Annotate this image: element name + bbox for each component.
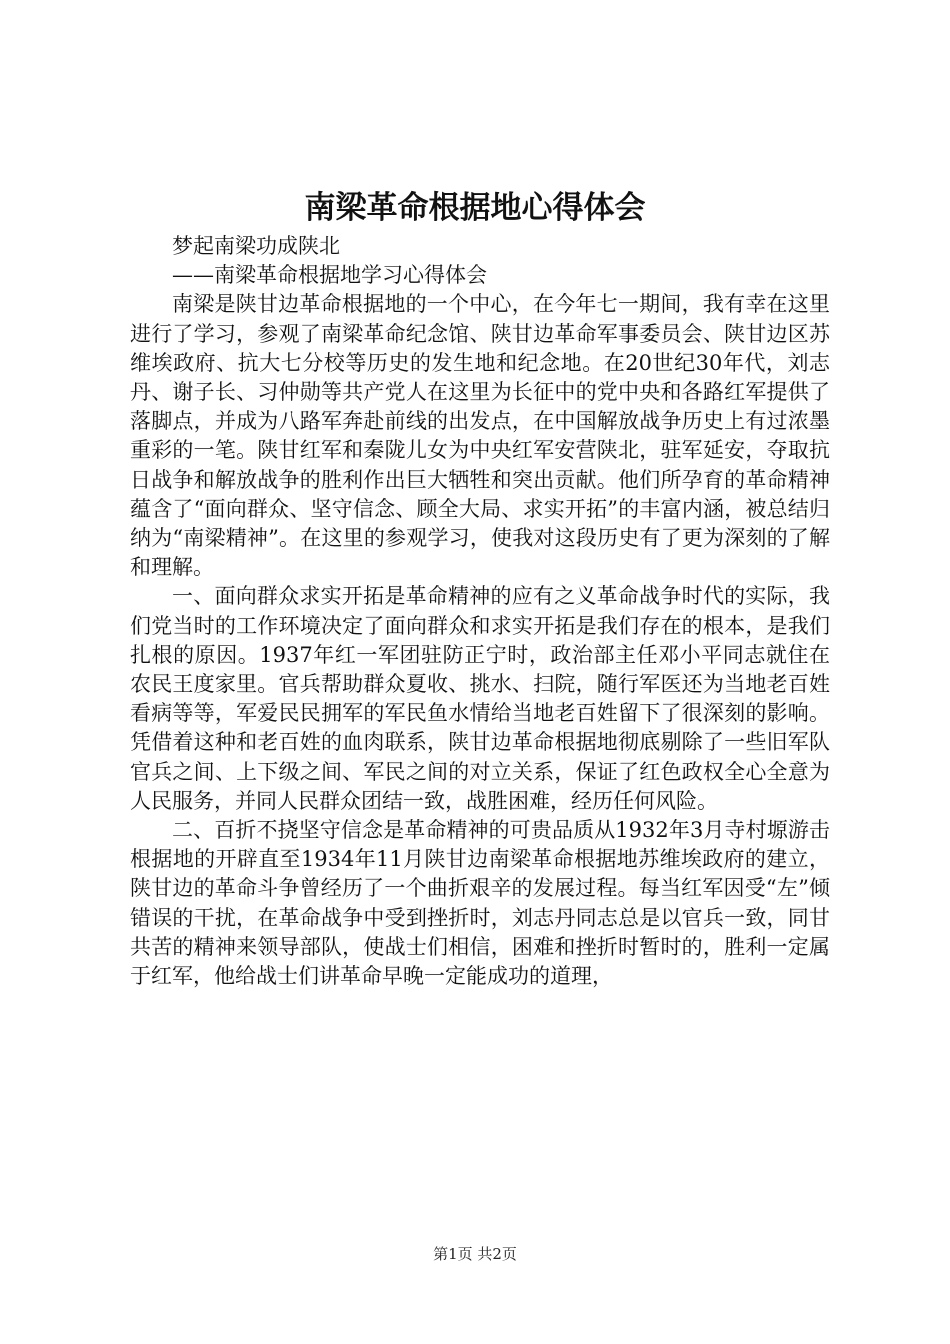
body-paragraph: 一、面向群众求实开拓是革命精神的应有之义革命战争时代的实际，我们党当时的工作环境决定了面向群众和求实开拓是我们存在的根本，是我们扎根的原因。1937年红一军团驻防正宁时，政治部主任邓小平同志就住在农民王度家里。官兵帮助群众夏收、挑水、扫院，随行军医还为当地老百姓看病等等，军爱民民拥军的军民鱼水情给当地老百姓留下了很深刻的影响。凭借着这种和老百姓的血肉联系，陕甘边革命根据地彻底剔除了一些旧军队官兵之间、上下级之间、军民之间的对立关系，保证了红色政权全心全意为人民服务，并同人民群众团结一致，战胜困难，经历任何风险。 [130,584,830,813]
document-title: 南梁革命根据地心得体会 [304,190,646,226]
body-paragraph: 南梁是陕甘边革命根据地的一个中心，在今年七一期间，我有幸在这里进行了学习，参观了南梁革命纪念馆、陕甘边革命军事委员会、陕甘边区苏维埃政府、抗大七分校等历史的发生地和纪念地。在20世纪30年代，刘志丹、谢子长、习仲勋等共产党人在这里为长征中的党中央和各路红军提供了落脚点，并成为八路军奔赴前线的出发点，在中国解放战争历史上有过浓墨重彩的一笔。陕甘红军和秦陇儿女为中央红军安营陕北，驻军延安，夺取抗日战争和解放战争的胜利作出巨大牺牲和突出贡献。他们所孕育的革命精神蕴含了“面向群众、坚守信念、顾全大局、求实开拓”的丰富内涵，被总结归纳为“南梁精神”。在这里的参观学习，使我对这段历史有了更为深刻的了解和理解。 [130,292,830,580]
subtitle-line: 梦起南梁功成陕北 [172,234,340,258]
page-number-footer: 第1页 共2页 [433,1245,517,1263]
subtitle-line: ——南梁革命根据地学习心得体会 [172,263,487,288]
document-body [130,232,830,991]
body-paragraph: 二、百折不挠坚守信念是革命精神的可贵品质从1932年3月寺村塬游击根据地的开辟直至1934年11月陕甘边南梁革命根据地苏维埃政府的建立，陕甘边的革命斗争曾经历了一个曲折艰辛的发展过程。每当红军因受“左”倾错误的干扰，在革命战争中受到挫折时，刘志丹同志总是以官兵一致，同甘共苦的精神来领导部队，使战士们相信，困难和挫折时暂时的，胜利一定属于红军，他给战士们讲革命早晚一定能成功的道理， [130,818,830,989]
